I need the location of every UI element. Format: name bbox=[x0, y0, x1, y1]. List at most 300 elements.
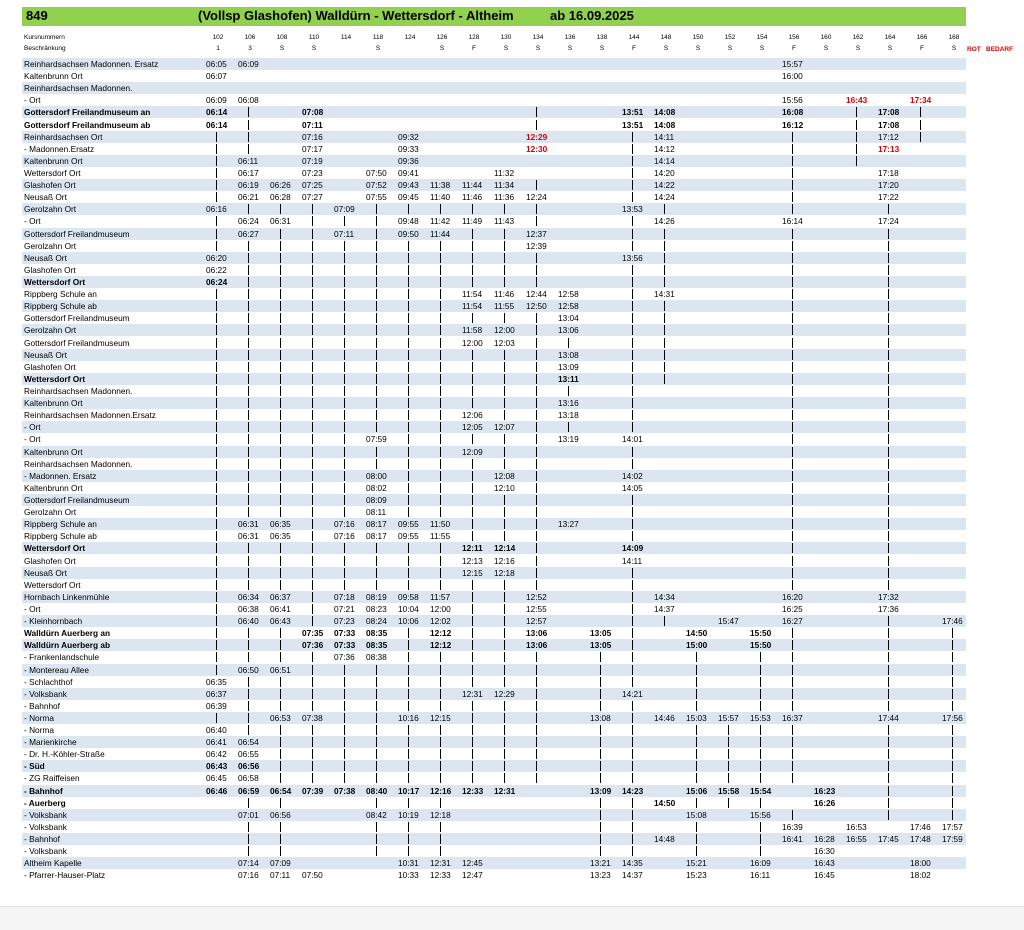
pass-through-mark bbox=[216, 652, 217, 662]
restriction-code: S bbox=[759, 45, 765, 52]
pass-through-mark bbox=[632, 132, 633, 142]
departure-time: 06:14 bbox=[206, 119, 228, 130]
pass-through-mark bbox=[280, 338, 281, 348]
pass-through-mark bbox=[888, 519, 889, 529]
departure-time: 14:05 bbox=[622, 482, 643, 493]
pass-through-mark bbox=[792, 519, 793, 529]
pass-through-mark bbox=[280, 434, 281, 444]
departure-time: 12:08 bbox=[494, 470, 515, 481]
pass-through-mark bbox=[792, 471, 793, 481]
pass-through-mark bbox=[728, 737, 729, 747]
pass-through-mark bbox=[376, 737, 377, 747]
pass-through-mark bbox=[504, 604, 505, 614]
departure-time: 14:48 bbox=[654, 834, 675, 845]
pass-through-mark bbox=[888, 628, 889, 638]
departure-time: 13:53 bbox=[622, 204, 643, 215]
pass-through-mark bbox=[600, 761, 601, 771]
departure-time: 17:08 bbox=[878, 119, 900, 130]
pass-through-mark bbox=[312, 434, 313, 444]
pass-through-mark bbox=[472, 386, 473, 396]
departure-time: 16:12 bbox=[782, 119, 804, 130]
restriction-code: F bbox=[472, 45, 476, 52]
pass-through-mark bbox=[408, 556, 409, 566]
stop-name: - Bahnhof bbox=[24, 785, 63, 796]
pass-through-mark bbox=[888, 773, 889, 783]
pass-through-mark bbox=[536, 277, 537, 287]
pass-through-mark bbox=[408, 362, 409, 372]
departure-time: 16:09 bbox=[750, 858, 771, 869]
pass-through-mark bbox=[600, 652, 601, 662]
pass-through-mark bbox=[408, 241, 409, 251]
pass-through-mark bbox=[248, 568, 249, 578]
pass-through-mark bbox=[472, 713, 473, 723]
departure-time: 09:33 bbox=[398, 143, 419, 154]
pass-through-mark bbox=[792, 313, 793, 323]
pass-through-mark bbox=[632, 156, 633, 166]
stop-name: Reinhardsachsen Madonnen. bbox=[24, 458, 133, 469]
pass-through-mark bbox=[504, 313, 505, 323]
departure-time: 07:52 bbox=[366, 180, 387, 191]
pass-through-mark bbox=[792, 386, 793, 396]
departure-time: 08:40 bbox=[366, 785, 388, 796]
pass-through-mark bbox=[312, 277, 313, 287]
departure-time: 08:09 bbox=[366, 494, 387, 505]
pass-through-mark bbox=[312, 652, 313, 662]
pass-through-mark bbox=[792, 810, 793, 820]
pass-through-mark bbox=[888, 640, 889, 650]
departure-time: 06:35 bbox=[270, 531, 291, 542]
departure-time: 07:09 bbox=[270, 858, 291, 869]
pass-through-mark bbox=[888, 531, 889, 541]
departure-time: 13:11 bbox=[558, 373, 579, 384]
departure-time: 13:51 bbox=[622, 119, 644, 130]
timetable-row bbox=[22, 615, 966, 627]
departure-time: 07:21 bbox=[334, 603, 355, 614]
stop-name: - Marienkirche bbox=[24, 737, 77, 748]
pass-through-mark bbox=[664, 374, 665, 384]
pass-through-mark bbox=[760, 701, 761, 711]
pass-through-mark bbox=[888, 556, 889, 566]
pass-through-mark bbox=[472, 604, 473, 614]
pass-through-mark bbox=[600, 737, 601, 747]
departure-time: 06:24 bbox=[238, 216, 259, 227]
pass-through-mark bbox=[536, 325, 537, 335]
pass-through-mark bbox=[216, 132, 217, 142]
pass-through-mark bbox=[504, 725, 505, 735]
pass-through-mark bbox=[248, 374, 249, 384]
departure-time: 08:38 bbox=[366, 652, 387, 663]
departure-time: 12:03 bbox=[494, 337, 515, 348]
pass-through-mark bbox=[408, 628, 409, 638]
pass-through-mark bbox=[472, 640, 473, 650]
departure-time: 15:54 bbox=[750, 785, 772, 796]
timetable-row bbox=[22, 821, 966, 833]
pass-through-mark bbox=[440, 374, 441, 384]
departure-time: 14:08 bbox=[654, 107, 676, 118]
departure-time: 09:41 bbox=[398, 167, 419, 178]
pass-through-mark bbox=[792, 701, 793, 711]
departure-time: 08:42 bbox=[366, 809, 387, 820]
pass-through-mark bbox=[696, 677, 697, 687]
pass-through-mark bbox=[280, 556, 281, 566]
departure-time: 16:28 bbox=[814, 834, 835, 845]
pass-through-mark bbox=[600, 822, 601, 832]
departure-time: 07:14 bbox=[238, 858, 259, 869]
pass-through-mark bbox=[248, 640, 249, 650]
pass-through-mark bbox=[504, 265, 505, 275]
pass-through-mark bbox=[472, 519, 473, 529]
pass-through-mark bbox=[376, 773, 377, 783]
departure-time: 12:45 bbox=[462, 858, 483, 869]
pass-through-mark bbox=[536, 495, 537, 505]
pass-through-mark bbox=[536, 749, 537, 759]
timetable-row bbox=[22, 518, 966, 530]
pass-through-mark bbox=[888, 543, 889, 553]
pass-through-mark bbox=[280, 277, 281, 287]
timetable-row bbox=[22, 494, 966, 506]
pass-through-mark bbox=[408, 204, 409, 214]
pass-through-mark bbox=[760, 798, 761, 808]
departure-time: 07:17 bbox=[302, 143, 323, 154]
pass-through-mark bbox=[248, 410, 249, 420]
pass-through-mark bbox=[504, 761, 505, 771]
stop-name: Gerolzahn Ort bbox=[24, 507, 77, 518]
departure-time: 13:06 bbox=[526, 628, 548, 639]
pass-through-mark bbox=[792, 265, 793, 275]
pass-through-mark bbox=[632, 628, 633, 638]
pass-through-mark bbox=[312, 519, 313, 529]
pass-through-mark bbox=[632, 519, 633, 529]
pass-through-mark bbox=[632, 192, 633, 202]
departure-time: 08:00 bbox=[366, 470, 387, 481]
departure-time: 17:46 bbox=[910, 821, 931, 832]
restriction-code: S bbox=[823, 45, 829, 52]
timetable-row bbox=[22, 772, 966, 784]
departure-time: 12:13 bbox=[462, 555, 483, 566]
pass-through-mark bbox=[376, 362, 377, 372]
pass-through-mark bbox=[632, 180, 633, 190]
pass-through-mark bbox=[600, 689, 601, 699]
pass-through-mark bbox=[472, 507, 473, 517]
pass-through-mark bbox=[888, 204, 889, 214]
pass-through-mark bbox=[344, 313, 345, 323]
pass-through-mark bbox=[632, 507, 633, 517]
kurs-number: 124 bbox=[404, 34, 416, 41]
pass-through-mark bbox=[664, 350, 665, 360]
pass-through-mark bbox=[408, 265, 409, 275]
departure-time: 17:18 bbox=[878, 167, 899, 178]
departure-time: 11:44 bbox=[462, 180, 483, 191]
pass-through-mark bbox=[408, 410, 409, 420]
kurs-number: 156 bbox=[788, 34, 800, 41]
pass-through-mark bbox=[344, 253, 345, 263]
departure-time: 14:11 bbox=[622, 555, 643, 566]
departure-time: 11:42 bbox=[430, 216, 451, 227]
pass-through-mark bbox=[792, 132, 793, 142]
pass-through-mark bbox=[504, 410, 505, 420]
stop-name: - Montereau Allee bbox=[24, 664, 90, 675]
pass-through-mark bbox=[376, 568, 377, 578]
pass-through-mark bbox=[312, 749, 313, 759]
timetable-row bbox=[22, 760, 966, 772]
departure-time: 10:04 bbox=[398, 603, 419, 614]
pass-through-mark bbox=[344, 737, 345, 747]
pass-through-mark bbox=[312, 495, 313, 505]
pass-through-mark bbox=[792, 180, 793, 190]
stop-name: - Norma bbox=[24, 712, 54, 723]
pass-through-mark bbox=[632, 447, 633, 457]
pass-through-mark bbox=[472, 761, 473, 771]
pass-through-mark bbox=[632, 168, 633, 178]
pass-through-mark bbox=[536, 434, 537, 444]
departure-time: 12:07 bbox=[494, 422, 515, 433]
pass-through-mark bbox=[248, 628, 249, 638]
timetable-row bbox=[22, 676, 966, 688]
departure-time: 13:05 bbox=[590, 628, 612, 639]
departure-time: 07:55 bbox=[366, 192, 387, 203]
pass-through-mark bbox=[248, 422, 249, 432]
pass-through-mark bbox=[472, 701, 473, 711]
stop-name: Wettersdorf Ort bbox=[24, 543, 86, 554]
departure-time: 16:55 bbox=[846, 834, 867, 845]
pass-through-mark bbox=[632, 652, 633, 662]
pass-through-mark bbox=[312, 665, 313, 675]
timetable-row bbox=[22, 276, 966, 288]
pass-through-mark bbox=[440, 459, 441, 469]
pass-through-mark bbox=[376, 543, 377, 553]
pass-through-mark bbox=[344, 713, 345, 723]
departure-time: 16:39 bbox=[782, 821, 803, 832]
departure-time: 08:17 bbox=[366, 519, 387, 530]
departure-time: 16:20 bbox=[782, 591, 803, 602]
pass-through-mark bbox=[440, 798, 441, 808]
pass-through-mark bbox=[376, 253, 377, 263]
pass-through-mark bbox=[280, 834, 281, 844]
pass-through-mark bbox=[344, 556, 345, 566]
pass-through-mark bbox=[216, 556, 217, 566]
pass-through-mark bbox=[920, 107, 921, 117]
pass-through-mark bbox=[280, 628, 281, 638]
departure-time: 12:18 bbox=[494, 567, 515, 578]
timetable-row bbox=[22, 215, 966, 227]
departure-time: 17:36 bbox=[878, 603, 899, 614]
departure-time: 07:18 bbox=[334, 591, 355, 602]
departure-time: 06:07 bbox=[206, 71, 227, 82]
pass-through-mark bbox=[344, 434, 345, 444]
departure-time: 12:02 bbox=[430, 616, 451, 627]
pass-through-mark bbox=[792, 580, 793, 590]
pass-through-mark bbox=[472, 495, 473, 505]
pass-through-mark bbox=[408, 422, 409, 432]
stop-name: Wettersdorf Ort bbox=[24, 373, 86, 384]
pass-through-mark bbox=[632, 216, 633, 226]
pass-through-mark bbox=[760, 737, 761, 747]
pass-through-mark bbox=[888, 507, 889, 517]
pass-through-mark bbox=[440, 737, 441, 747]
pass-through-mark bbox=[536, 374, 537, 384]
pass-through-mark bbox=[280, 737, 281, 747]
departure-time: 07:39 bbox=[302, 785, 324, 796]
stop-name: - Auerberg bbox=[24, 797, 66, 808]
pass-through-mark bbox=[888, 253, 889, 263]
departure-time: 12:00 bbox=[462, 337, 483, 348]
departure-time: 11:50 bbox=[430, 519, 451, 530]
departure-time: 14:20 bbox=[654, 167, 675, 178]
pass-through-mark bbox=[312, 568, 313, 578]
pass-through-mark bbox=[728, 725, 729, 735]
departure-time: 09:58 bbox=[398, 591, 419, 602]
departure-time: 17:45 bbox=[878, 834, 899, 845]
departure-time: 11:58 bbox=[462, 325, 483, 336]
pass-through-mark bbox=[600, 773, 601, 783]
departure-time: 12:14 bbox=[494, 543, 516, 554]
departure-time: 06:39 bbox=[206, 700, 227, 711]
pass-through-mark bbox=[312, 229, 313, 239]
departure-time: 07:16 bbox=[302, 131, 323, 142]
pass-through-mark bbox=[632, 640, 633, 650]
pass-through-mark bbox=[216, 592, 217, 602]
stop-name: - Schlachthof bbox=[24, 676, 73, 687]
departure-time: 12:16 bbox=[494, 555, 515, 566]
pass-through-mark bbox=[472, 229, 473, 239]
departure-time: 11:43 bbox=[494, 216, 515, 227]
pass-through-mark bbox=[440, 447, 441, 457]
pass-through-mark bbox=[312, 313, 313, 323]
departure-time: 14:26 bbox=[654, 216, 675, 227]
pass-through-mark bbox=[344, 761, 345, 771]
pass-through-mark bbox=[760, 725, 761, 735]
stop-name: - Ort bbox=[24, 422, 41, 433]
pass-through-mark bbox=[408, 689, 409, 699]
timetable-row bbox=[22, 736, 966, 748]
departure-time: 11:49 bbox=[462, 216, 483, 227]
pass-through-mark bbox=[728, 749, 729, 759]
pass-through-mark bbox=[632, 313, 633, 323]
departure-time: 14:21 bbox=[622, 688, 643, 699]
pass-through-mark bbox=[216, 301, 217, 311]
pass-through-mark bbox=[216, 156, 217, 166]
pass-through-mark bbox=[440, 773, 441, 783]
stop-name: - Volksbank bbox=[24, 846, 67, 857]
kurs-number: 108 bbox=[276, 34, 288, 41]
pass-through-mark bbox=[472, 374, 473, 384]
pass-through-mark bbox=[216, 410, 217, 420]
departure-time: 07:16 bbox=[334, 531, 355, 542]
restriction-code: S bbox=[887, 45, 893, 52]
pass-through-mark bbox=[280, 410, 281, 420]
pass-through-mark bbox=[312, 483, 313, 493]
restriction-code: 1 bbox=[216, 45, 220, 52]
departure-time: 15:57 bbox=[782, 59, 803, 69]
timetable-row bbox=[22, 288, 966, 300]
departure-time: 14:46 bbox=[654, 712, 675, 723]
timetable-row bbox=[22, 712, 966, 724]
kurs-number: 150 bbox=[692, 34, 704, 41]
pass-through-mark bbox=[792, 483, 793, 493]
timetable-row bbox=[22, 591, 966, 603]
pass-through-mark bbox=[536, 410, 537, 420]
stop-name: Kaltenbrunn Ort bbox=[24, 446, 83, 457]
departure-time: 16:41 bbox=[782, 834, 803, 845]
pass-through-mark bbox=[248, 652, 249, 662]
pass-through-mark bbox=[632, 713, 633, 723]
departure-time: 06:37 bbox=[270, 591, 291, 602]
pass-through-mark bbox=[536, 253, 537, 263]
pass-through-mark bbox=[312, 531, 313, 541]
restriction-code: S bbox=[855, 45, 861, 52]
pass-through-mark bbox=[440, 580, 441, 590]
pass-through-mark bbox=[472, 773, 473, 783]
departure-time: 06:55 bbox=[238, 749, 259, 760]
pass-through-mark bbox=[376, 325, 377, 335]
pass-through-mark bbox=[792, 773, 793, 783]
pass-through-mark bbox=[472, 628, 473, 638]
pass-through-mark bbox=[504, 640, 505, 650]
stop-name: Neusaß Ort bbox=[24, 567, 67, 578]
pass-through-mark bbox=[440, 410, 441, 420]
pass-through-mark bbox=[344, 422, 345, 432]
timetable-row bbox=[22, 555, 966, 567]
pass-through-mark bbox=[216, 362, 217, 372]
pass-through-mark bbox=[408, 725, 409, 735]
departure-time: 12:10 bbox=[494, 482, 515, 493]
pass-through-mark bbox=[632, 822, 633, 832]
pass-through-mark bbox=[408, 640, 409, 650]
pass-through-mark bbox=[504, 398, 505, 408]
stop-name: Rippberg Schule ab bbox=[24, 301, 97, 312]
departure-time: 09:55 bbox=[398, 519, 419, 530]
pass-through-mark bbox=[472, 471, 473, 481]
pass-through-mark bbox=[216, 386, 217, 396]
pass-through-mark bbox=[312, 447, 313, 457]
pass-through-mark bbox=[536, 204, 537, 214]
pass-through-mark bbox=[792, 568, 793, 578]
departure-time: 10:06 bbox=[398, 616, 419, 627]
beschraenkung-label: Beschränkung bbox=[24, 45, 66, 52]
pass-through-mark bbox=[344, 677, 345, 687]
pass-through-mark bbox=[248, 144, 249, 154]
pass-through-mark bbox=[536, 689, 537, 699]
pass-through-mark bbox=[856, 156, 857, 166]
departure-time: 17:46 bbox=[942, 616, 963, 627]
pass-through-mark bbox=[536, 519, 537, 529]
departure-time: 11:40 bbox=[430, 192, 451, 203]
departure-time: 14:14 bbox=[654, 155, 675, 166]
kurs-number: 138 bbox=[596, 34, 608, 41]
pass-through-mark bbox=[536, 471, 537, 481]
timetable-row bbox=[22, 106, 966, 118]
pass-through-mark bbox=[536, 398, 537, 408]
pass-through-mark bbox=[312, 725, 313, 735]
stop-name: Reinhardsachsen Madonnen. bbox=[24, 83, 133, 94]
pass-through-mark bbox=[408, 761, 409, 771]
pass-through-mark bbox=[504, 749, 505, 759]
departure-time: 13:21 bbox=[590, 858, 611, 869]
departure-time: 09:50 bbox=[398, 228, 419, 239]
departure-time: 06:31 bbox=[270, 216, 291, 227]
kurs-number: 128 bbox=[468, 34, 480, 41]
pass-through-mark bbox=[216, 628, 217, 638]
kurs-number: 114 bbox=[340, 34, 352, 41]
departure-time: 06:19 bbox=[238, 180, 259, 191]
pass-through-mark bbox=[888, 483, 889, 493]
timetable-row bbox=[22, 724, 966, 736]
pass-through-mark bbox=[248, 265, 249, 275]
pass-through-mark bbox=[280, 459, 281, 469]
pass-through-mark bbox=[280, 507, 281, 517]
departure-time: 17:34 bbox=[910, 95, 932, 106]
pass-through-mark bbox=[792, 422, 793, 432]
